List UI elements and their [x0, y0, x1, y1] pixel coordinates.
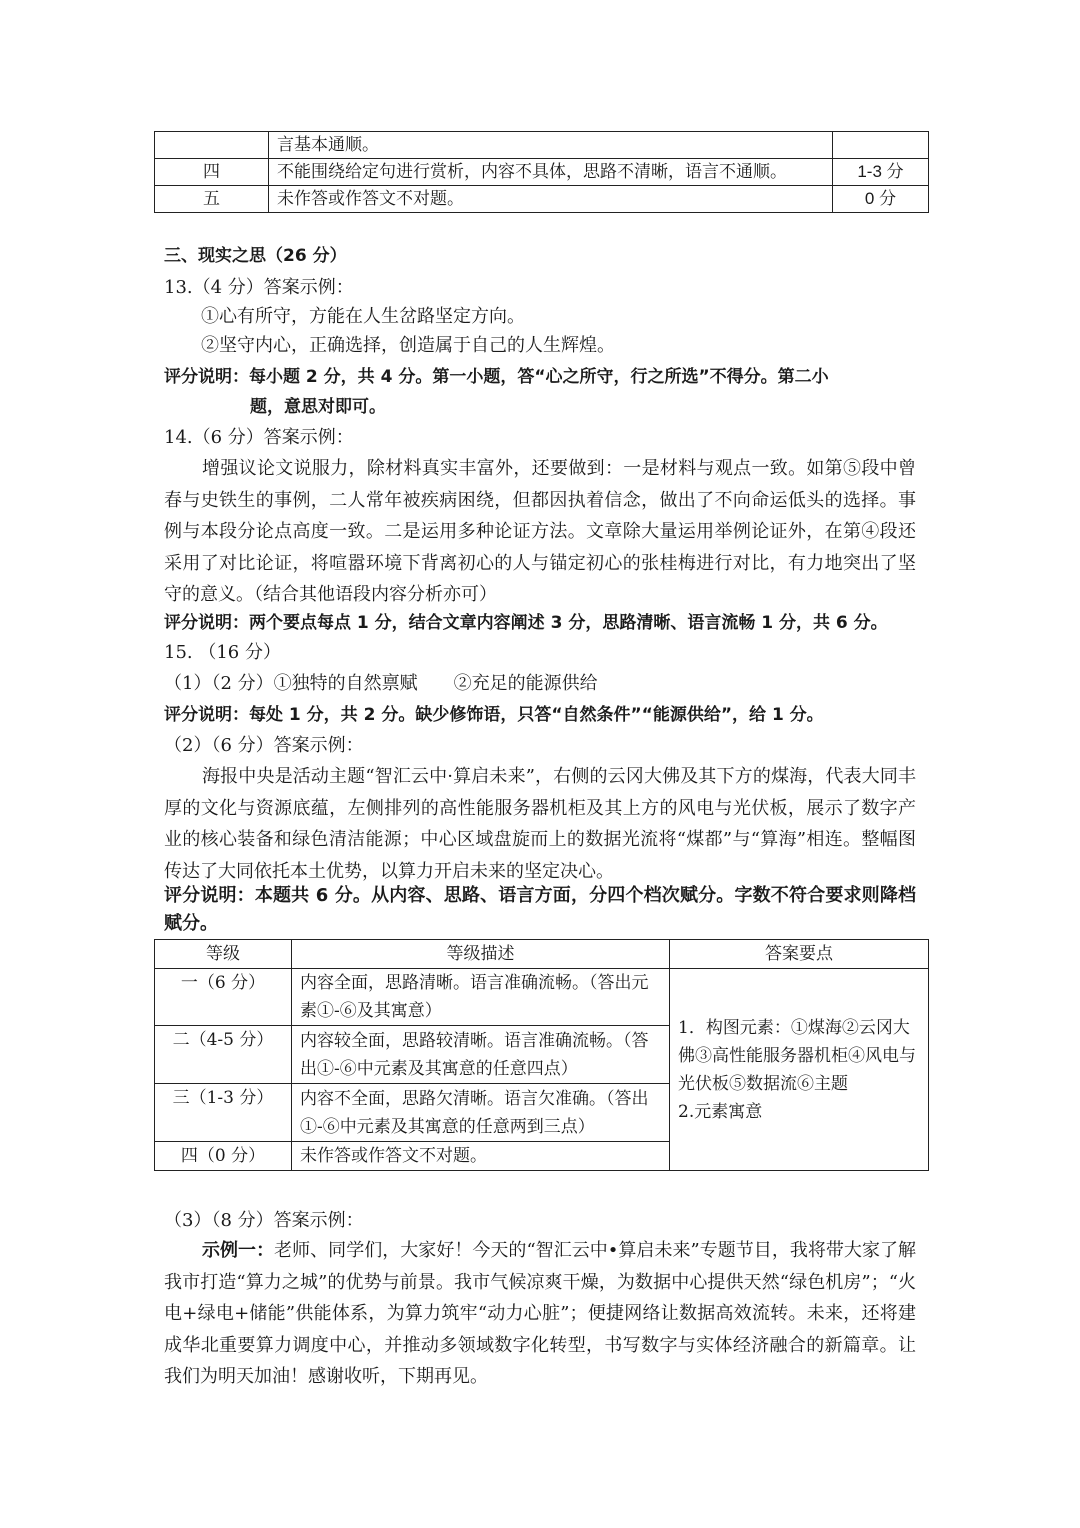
level-cell: 二（4-5 分）: [155, 1026, 292, 1084]
table-row: [155, 132, 929, 159]
score-cell: 0 分: [833, 186, 929, 213]
q15-title: 15. （16 分）: [164, 642, 281, 663]
desc-cell: 内容不全面，思路欠清晰。语言欠准确。（答出①-⑥中元素及其寓意的任意两到三点）: [292, 1084, 670, 1142]
desc-cell: 言基本通顺。: [269, 132, 833, 159]
example-text: 老师、同学们，大家好！今天的“智汇云中•算启未来”专题节目，我将带大家了解我市打造“算力之城”的优势与前景。我市气候凉爽干燥，为数据中心提供天然“绿色机房”；“火电+绿电+储能”供能体系，为算力筑牢“动力心脏”；便捷网络让数据高效流转。未来，还将建成华北重要算力调度中心，并推动多领域数字化转型，书写数字与实体经济融合的新篇章。让我们为明天加油！感谢收听，下期再见。: [164, 1240, 916, 1387]
q13-answer-2: ②坚守内心，正确选择，创造属于自己的人生辉煌。: [201, 335, 615, 356]
q14-scoring: 评分说明：两个要点每点 1 分，结合文章内容阐述 3 分，思路清晰、语言流畅 1 分，共 6 分。: [164, 613, 888, 633]
level-cell: [155, 132, 269, 159]
example-label: 示例一：: [202, 1240, 275, 1261]
q13-scoring-cont: 题，意思对即可。: [250, 397, 386, 417]
section-heading: 三、现实之思（26 分）: [164, 246, 347, 266]
header-cell: 等级: [155, 940, 292, 969]
desc-cell: 内容全面，思路清晰。语言准确流畅。（答出元素①-⑥及其寓意）: [292, 969, 670, 1026]
desc-cell: 未作答或作答文不对题。: [292, 1142, 670, 1171]
level-cell: 一（6 分）: [155, 969, 292, 1026]
q15-part2-scoring: 评分说明：本题共 6 分。从内容、思路、语言方面，分四个档次赋分。字数不符合要求则降档赋分。: [164, 885, 916, 934]
table-row: [155, 186, 929, 213]
table-row: [155, 159, 929, 186]
desc-cell: 内容较全面，思路较清晰。语言准确流畅。（答出①-⑥中元素及其寓意的任意四点）: [292, 1026, 670, 1084]
q15-part2-title: （2）（6 分）答案示例：: [164, 735, 364, 756]
table-row: [155, 969, 929, 1026]
score-cell: [833, 132, 929, 159]
q13-title: 13.（4 分）答案示例：: [164, 277, 354, 298]
q15-part3-title: （3）（8 分）答案示例：: [164, 1210, 364, 1231]
desc-cell: 未作答或作答文不对题。: [269, 186, 833, 213]
key-points-cell: 1．构图元素：①煤海②云冈大佛③高性能服务器机柜④风电与光伏板⑤数据流⑥主题 2.元素寓意: [670, 969, 929, 1171]
scoring-table-continued: [154, 131, 929, 213]
q13-scoring: 评分说明：每小题 2 分，共 4 分。第一小题，答“心之所守，行之所选”不得分。第二小: [164, 367, 829, 387]
q14-title: 14.（6 分）答案示例：: [164, 427, 354, 448]
q15-part2-answer: 海报中央是活动主题“智汇云中·算启未来”，右侧的云冈大佛及其下方的煤海，代表大同丰厚的文化与资源底蕴，左侧排列的高性能服务器机柜及其上方的风电与光伏板，展示了数字产业的核心装备和绿色清洁能源；中心区域盘旋而上的数据光流将“煤都”与“算海”相连。整幅图传达了大同依托本土优势，以算力开启未来的坚定决心。: [164, 766, 916, 882]
desc-cell: 不能围绕给定句进行赏析，内容不具体，思路不清晰，语言不通顺。: [269, 159, 833, 186]
score-cell: 1-3 分: [833, 159, 929, 186]
table-header-row: [155, 940, 929, 969]
grade-table: [154, 939, 929, 1171]
level-cell: 四（0 分）: [155, 1142, 292, 1171]
level-cell: 四: [155, 159, 269, 186]
level-cell: 三（1-3 分）: [155, 1084, 292, 1142]
q15-part1: （1）（2 分）①独特的自然禀赋 ②充足的能源供给: [164, 673, 598, 694]
q13-answer-1: ①心有所守，方能在人生岔路坚定方向。: [201, 306, 525, 327]
q14-answer: 增强议论文说服力，除材料真实丰富外，还要做到：一是材料与观点一致。如第⑤段中曾春与史铁生的事例，二人常年被疾病困绕，但都因执着信念，做出了不向命运低头的选择。事例与本段分论点高度一致。二是运用多种论证方法。文章除大量运用举例论证外，在第④段还采用了对比论证，将喧嚣环境下背离初心的人与锚定初心的张桂梅进行对比，有力地突出了坚守的意义。（结合其他语段内容分析亦可）: [164, 458, 916, 605]
q15-part3-answer: [164, 1235, 916, 1393]
q15-part1-scoring: 评分说明：每处 1 分，共 2 分。缺少修饰语，只答“自然条件”“能源供给”，给 1 分。: [164, 705, 824, 725]
level-cell: 五: [155, 186, 269, 213]
header-cell: 答案要点: [670, 940, 929, 969]
header-cell: 等级描述: [292, 940, 670, 969]
